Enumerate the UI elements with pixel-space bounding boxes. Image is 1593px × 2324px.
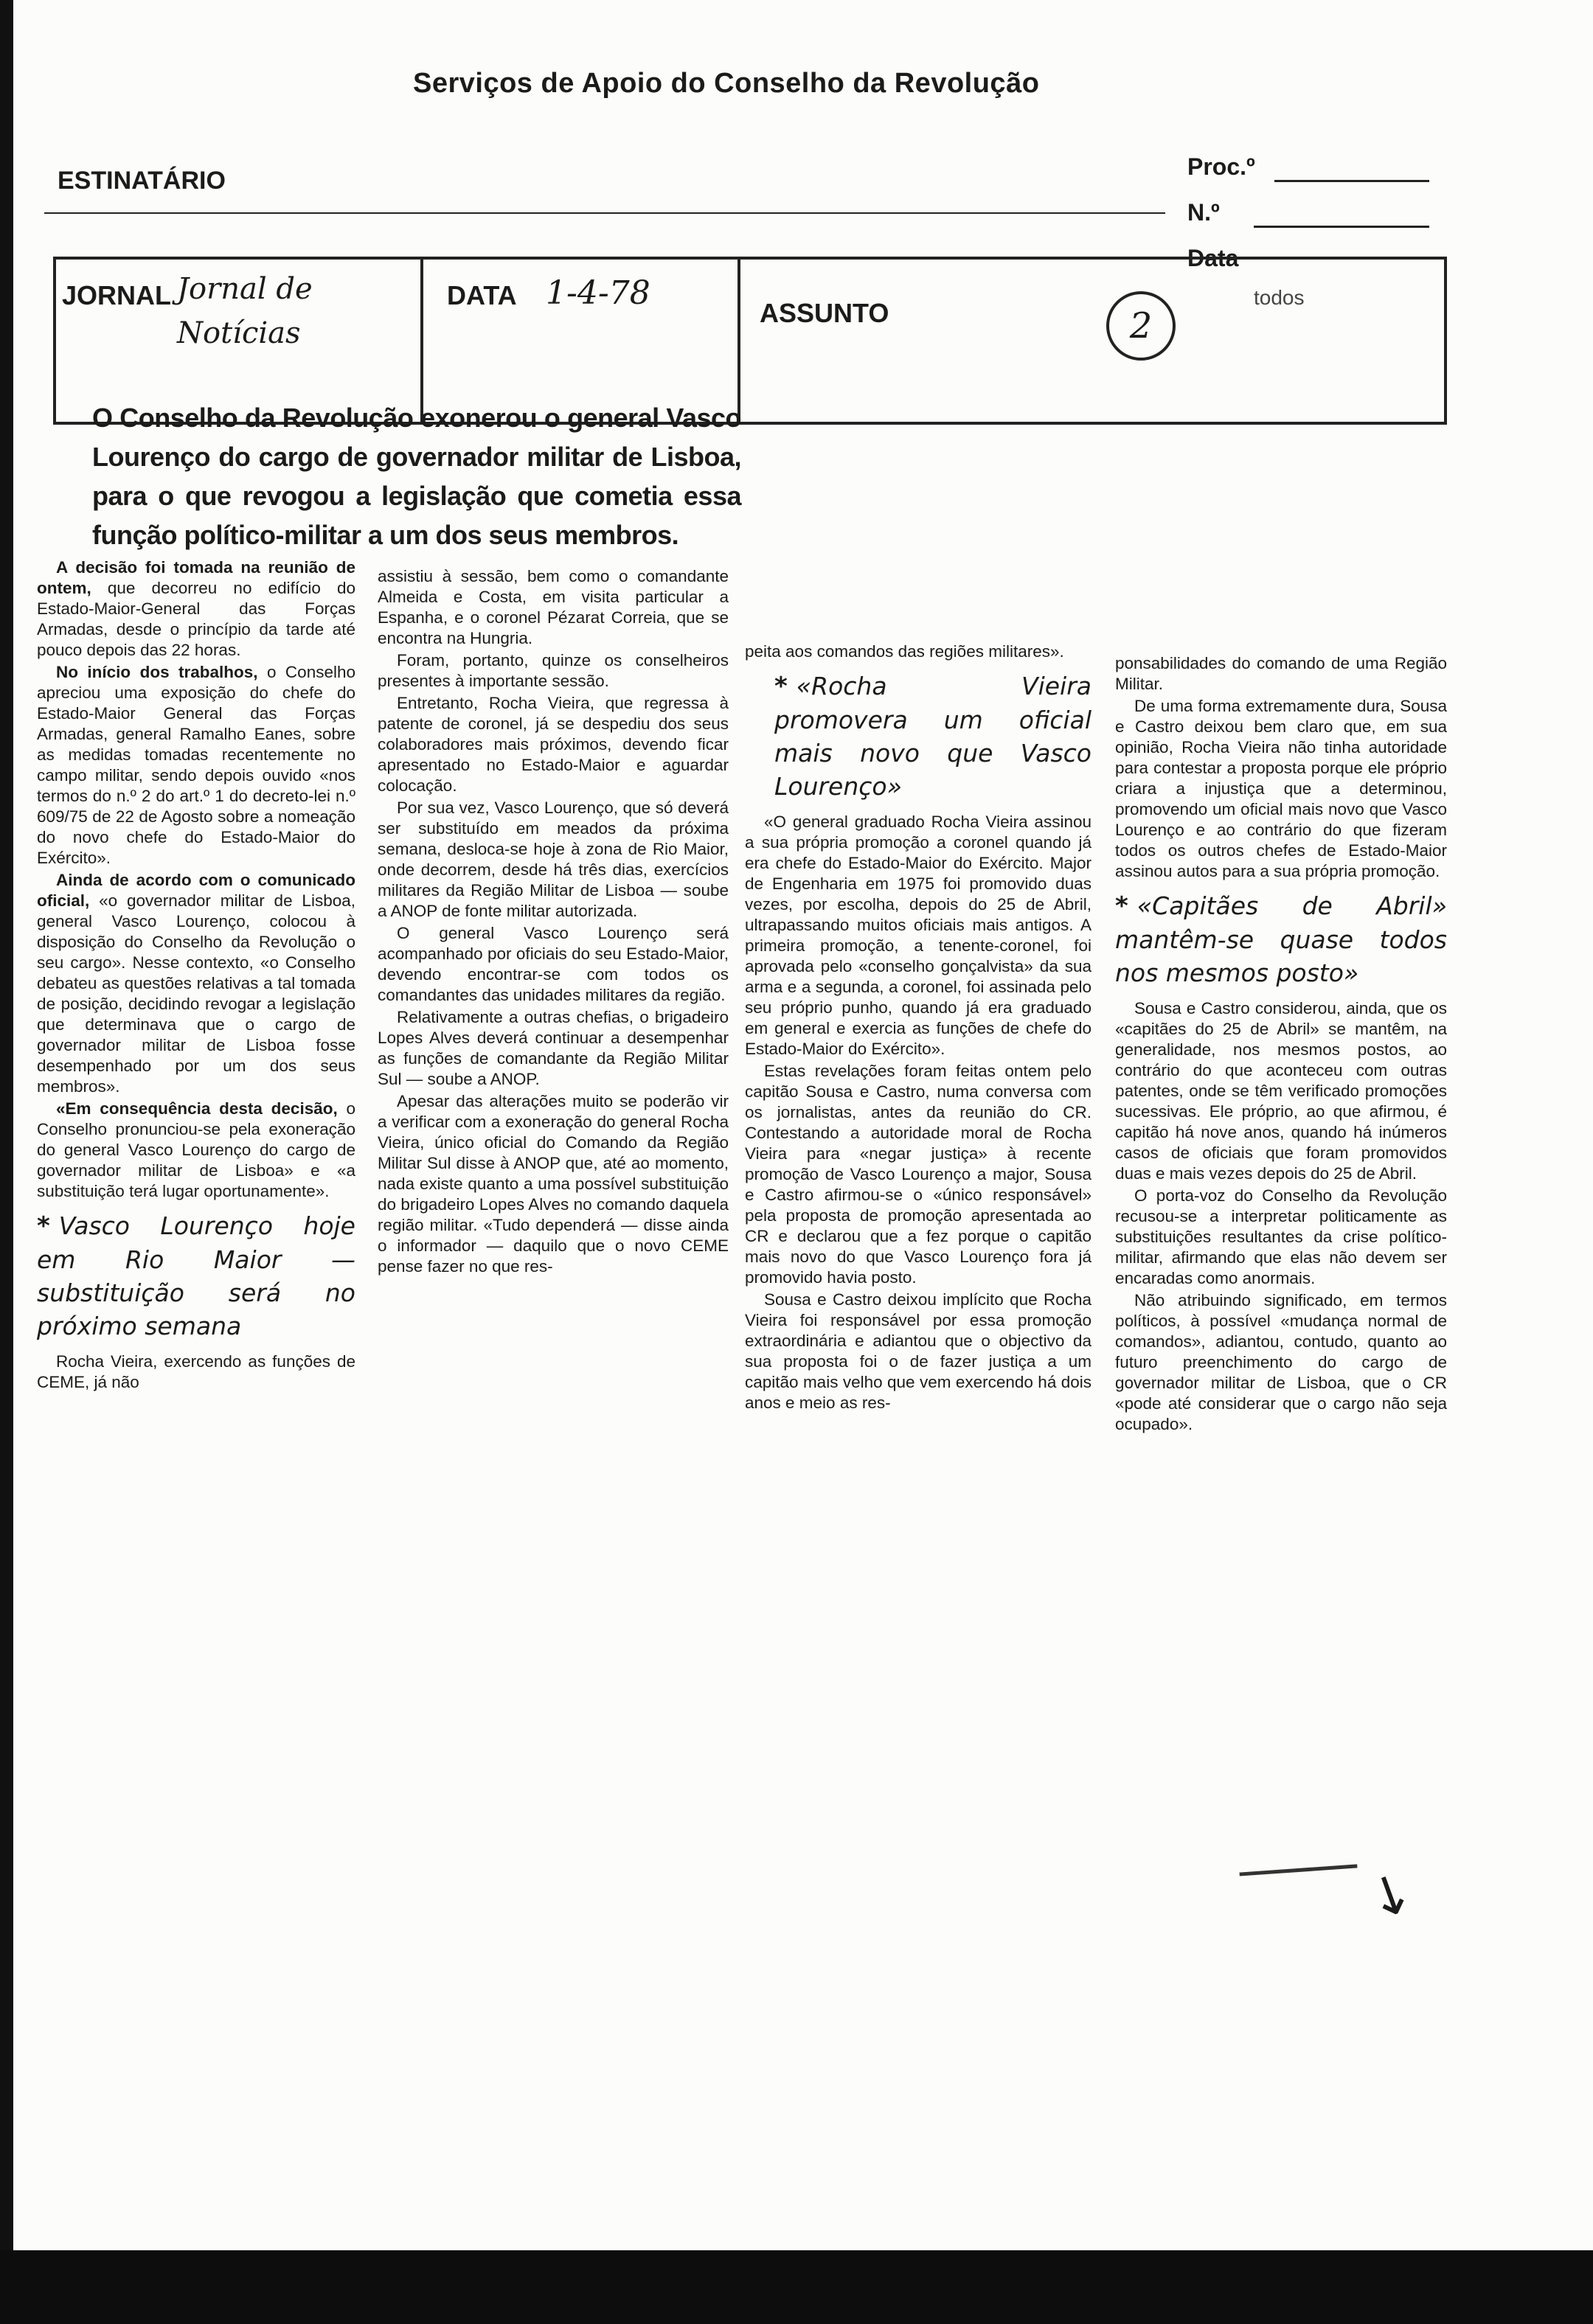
col2-paragraph-6: Relativamente a outras chefias, o brigadeiro Lopes Alves deverá continuar a desempenhar as funções de comandante da Região Militar Sul — soube a ANOP. <box>378 1008 729 1088</box>
col3-subheading-text: «Rocha Vieira promovera um oficial mais novo que Vasco Lourenço» <box>774 672 1092 801</box>
col3-paragraph-4: Sousa e Castro deixou implícito que Rocha Vieira foi responsável por essa promoção extraordinária e adiantou que o objectivo da sua proposta foi o de fazer justiça a um capitão mais velho que vem exercendo há dois anos e meio as res- <box>745 1290 1092 1412</box>
star-icon: * <box>37 1211 50 1241</box>
scan-edge-bottom <box>0 2250 1593 2324</box>
col2-paragraph-5: O general Vasco Lourenço será acompanhado por oficiais do seu Estado-Maior, devendo encontrar-se com todos os comandantes das unidades militares da região. <box>378 924 729 1004</box>
column-4 <box>1115 653 1447 1436</box>
col1-paragraph-4 <box>37 1099 355 1202</box>
col1-p4-text: o Conselho pronunciou-se pela exoneração do general Vasco Lourenço do cargo de governador militar de Lisboa» e «a substituição terá lugar oportunamente». <box>37 1099 356 1200</box>
assunto-label: ASSUNTO <box>760 298 889 328</box>
jornal-value: Jornal de Notícias <box>177 272 313 350</box>
col2-paragraph-7: Apesar das alterações muito se poderão vir a verificar com a exoneração do general Rocha Vieira, único oficial do Comando da Região Militar Sul disse à ANOP que, até ao momento, nada existe quanto a uma possível substituição do brigadeiro Lopes Alves no comando daquela região militar. «Tudo dependerá — disse ainda o informador — daquilo que o novo CEME pense fazer no que res- <box>378 1092 729 1276</box>
col1-p4-lead: «Em consequência desta decisão, <box>56 1099 338 1118</box>
col3-paragraph-1: peita aos comandos das regiões militares». <box>745 642 1064 661</box>
col1-p1-lead: A decisão foi tomada na reunião de ontem, <box>37 558 355 597</box>
data-label-header: Data <box>1187 245 1239 271</box>
scan-edge-left <box>0 0 13 2250</box>
col4-paragraph-2: De uma forma extremamente dura, Sousa e Castro deixou bem claro que, em sua opinião, Rocha Vieira não tinha autoridade para contestar a proposta porque ele próprio criara a injustiça que a determinou, promovendo um oficial mais novo que Vasco Lourenço e ao contrário do que fizeram todos os outros chefes de Estado-Maior assinou autos para a sua própria promoção. <box>1115 697 1447 880</box>
column-3 <box>745 641 1092 1415</box>
col1-p2-text: o Conselho apreciou uma exposição do chefe do Estado-Maior General das Forças Armadas, general Ramalho Eanes, sobre as medidas tomadas recentemente no campo militar, sendo depois ouvido «nos termos do n.º 2 do art.º 1 do decreto-lei n.º 609/75 de 22 de Agosto sobre a nomeação do novo chefe do Estado-Maior do Exército». <box>37 663 355 867</box>
column-2 <box>378 566 729 1278</box>
col3-paragraph-2: «O general graduado Rocha Vieira assinou a sua própria promoção a coronel quando já era chefe do Estado-Maior do Exército. Major de Engenharia em 1975 foi promovido duas vezes, por escolha, depois do 25 de Abril, ultrapassando muitos oficiais mais antigos. A primeira promoção, a tenente-coronel, foi aprovada pelo «conselho gonçalvista» da sua arma e a segunda, a coronel, foi assinada pelo seu próprio punho, quando já era graduado em general e exercia as funções de chefe do Estado-Maior do Exército». <box>745 813 1092 1058</box>
header-rule <box>44 212 1165 214</box>
col4-paragraph-3: Sousa e Castro considerou, ainda, que os «capitães do 25 de Abril» se mantêm, na generalidade, nos mesmos postos, ao contrário do que aconteceu com outras patentes, onde se têm verificado promoções sucessivas. Ele próprio, ao que afirmou, é capitão há nove anos, quando há inúmeros casos de oficiais que foram promovidos duas e mais vezes depois do 25 de Abril. <box>1115 999 1447 1183</box>
numero-field <box>1254 226 1429 228</box>
col1-paragraph-5: Rocha Vieira, exercendo as funções de CEME, já não <box>37 1352 355 1391</box>
col1-paragraph-3 <box>37 870 355 1097</box>
col4-subheading <box>1115 889 1447 989</box>
star-icon: * <box>1115 891 1128 921</box>
star-icon: * <box>774 672 788 701</box>
arrow-down-icon: ↓ <box>1358 1859 1422 1933</box>
proc-field <box>1274 180 1429 182</box>
col3-paragraph-3: Estas revelações foram feitas ontem pelo capitão Sousa e Castro, numa conversa com os jornalistas, antes da reunião do CR. Contestando a autoridade moral de Rocha Vieira para «negar justiça» à recente promoção de Vasco Lourenço a major, Sousa e Castro afirmou-se o «único responsável» pela proposta de promoção apresentada ao CR e declarou que a fez porque o capitão mais novo do que Vasco Lourenço fora já promovido havia posto. <box>745 1062 1092 1287</box>
col3-subheading <box>745 669 1092 803</box>
col4-subheading-text: «Capitães de Abril» mantêm-se quase todos nos mesmos posto» <box>1115 891 1447 987</box>
col2-paragraph-1: assistiu à sessão, bem como o comandante Almeida e Costa, em visita particular a Espanha, e o coronel Pézarat Correia, que se encontra na Hungria. <box>378 567 729 647</box>
col1-p1-text: que decorreu no edifício do Estado-Maior-General das Forças Armadas, desde o princípio da tarde até pouco depois das 22 horas. <box>37 579 355 659</box>
col1-subheading <box>37 1209 355 1343</box>
article-lead: O Conselho da Revolução exonerou o general Vasco Lourenço do cargo de governador militar de Lisboa, para o que revogou a legislação que cometia essa função político-militar a um dos seus membros. <box>92 403 741 550</box>
col2-paragraph-4: Por sua vez, Vasco Lourenço, que só deverá ser substituído em meados da próxima semana, desloca-se hoje à zona de Rio Maior, onde decorrem, desde há três dias, exercícios militares da Região Militar de Lisboa — soube a ANOP de fonte militar autorizada. <box>378 799 729 920</box>
destinatario-label: ESTINATÁRIO <box>58 167 226 195</box>
col1-p3-lead: Ainda de acordo com o comunicado oficial, <box>37 871 355 910</box>
data-value: 1-4-78 <box>546 274 650 312</box>
corner-note: todos <box>1254 286 1305 309</box>
col1-p2-lead: No início dos trabalhos, <box>56 663 258 681</box>
page-number-circle: 2 <box>1106 291 1176 361</box>
col1-paragraph-1 <box>37 557 355 661</box>
col4-paragraph-4: O porta-voz do Conselho da Revolução recusou-se a interpretar politicamente as substituições resultantes da crise político-militar, afirmando que elas não devem ser encaradas como anormais. <box>1115 1186 1447 1287</box>
numero-label: N.º <box>1187 199 1220 226</box>
proc-label: Proc.º <box>1187 153 1255 180</box>
data-label: DATA <box>447 280 517 310</box>
col2-paragraph-3: Entretanto, Rocha Vieira, que regressa à patente de coronel, já se despediu dos seus colaboradores mais próximos, devendo ficar apresentado no Estado-Maior e aguardar colocação. <box>378 694 729 795</box>
col1-subheading-text: Vasco Lourenço hoje em Rio Maior — substituição será no próximo semana <box>37 1211 355 1340</box>
col4-paragraph-5: Não atribuindo significado, em termos políticos, à possível «mudança normal de comandos», adiantou, contudo, quanto ao futuro preenchimento do cargo de governador militar de Lisboa, que o CR «pode até considerar que o cargo não seja ocupado». <box>1115 1291 1447 1433</box>
column-1 <box>37 557 355 1394</box>
col2-paragraph-2: Foram, portanto, quinze os conselheiros presentes à importante sessão. <box>378 651 729 690</box>
col1-paragraph-2 <box>37 662 355 869</box>
handwritten-mark <box>1239 1854 1358 1876</box>
jornal-label: JORNAL <box>62 280 172 310</box>
col4-paragraph-1: ponsabilidades do comando de uma Região Militar. <box>1115 654 1447 693</box>
col1-p3-text: «o governador militar de Lisboa, general Vasco Lourenço, colocou à disposição do Conselho da Revolução o seu cargo». Nesse contexto, «o Conselho debateu as questões relativas a tal tomada de posição, decidindo revogar a legislação que determinava que o cargo de governador militar de Lisboa fosse desempenhado por um dos seus membros». <box>37 891 355 1096</box>
header-title: Serviços de Apoio do Conselho da Revolução <box>413 68 1040 99</box>
